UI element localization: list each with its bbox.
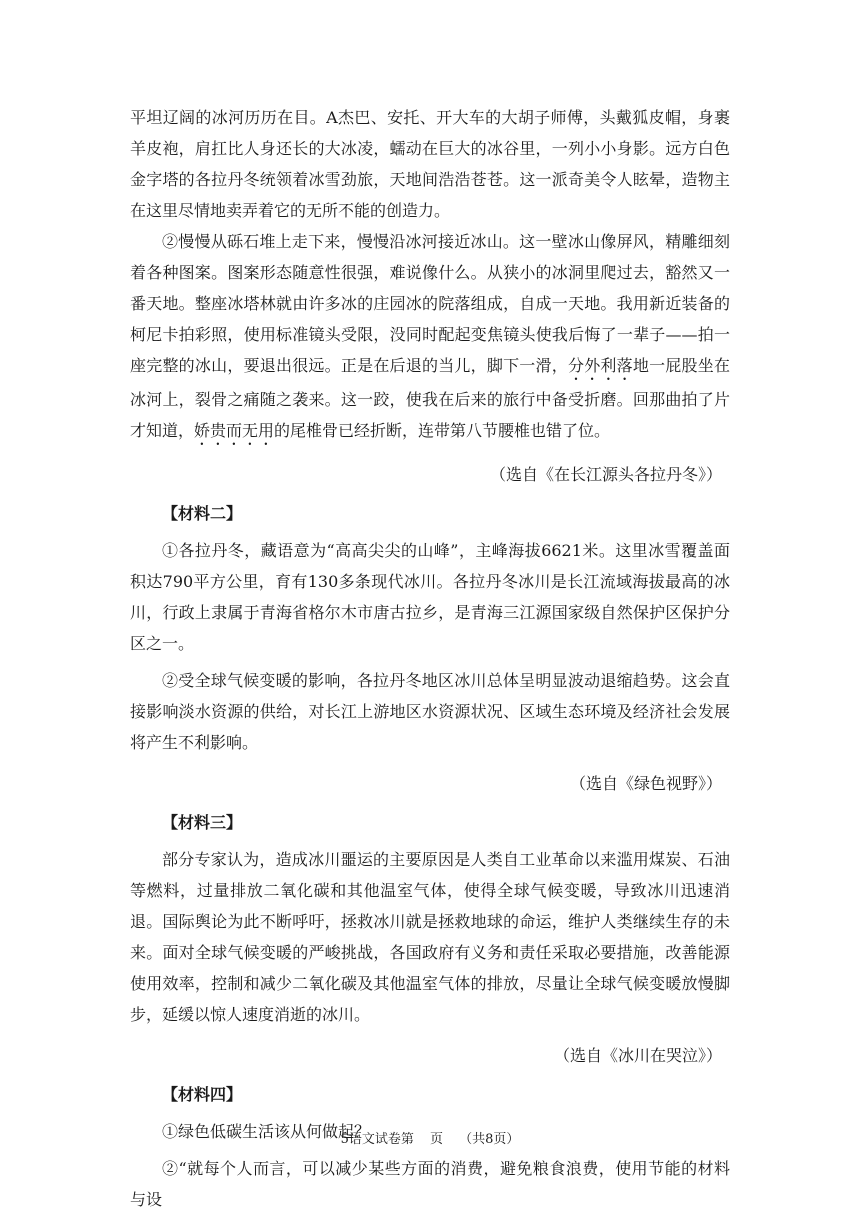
footer-page-label: 页 [429, 1132, 443, 1147]
source-citation: （选自《绿色视野》） [569, 774, 722, 793]
paragraph: ②“就每个人而言，可以减少某些方面的消费，避免粮食浪费，使用节能的材料与设 [130, 1159, 730, 1209]
passage-body [130, 102, 730, 1215]
paragraph-text: 的尾椎骨已经折断，连带第八节腰椎也错了位。 [274, 421, 611, 440]
source-citation: （选自《冰川在哭泣》） [553, 1046, 722, 1065]
page-footer [0, 1128, 860, 1147]
emphasis-text: 娇贵而无用 [194, 421, 275, 440]
paragraph [130, 226, 730, 449]
section-heading: 【材料四】 [162, 1085, 243, 1104]
section-heading: 【材料二】 [162, 504, 243, 523]
footer-total-pages: （共8页） [459, 1132, 520, 1147]
footer-exam-label: 5语文试卷第 [340, 1132, 414, 1147]
paragraph: ①各拉丹冬，藏语意为“高高尖尖的山峰”，主峰海拔6621米。这里冰雪覆盖面积达790平方公里，育有130多条现代冰川。各拉丹冬冰川是长江流域海拔最高的冰川，行政上隶属于青海省格尔木市唐古拉乡，是青海三江源国家级自然保护区保护分区之一。 [130, 541, 730, 653]
paragraph-text: 地一屁股坐在冰河上，裂骨之痛随之袭来。这一跤，使我在后来的旅行中备受折磨。回那曲拍了片才知道， [130, 356, 730, 440]
paragraph: ②受全球气候变暖的影响，各拉丹冬地区冰川总体呈明显波动退缩趋势。这会直接影响淡水资源的供给，对长江上游地区水资源状况、区域生态环境及经济社会发展将产生不利影响。 [130, 671, 730, 752]
section-heading: 【材料三】 [162, 813, 243, 832]
source-citation: （选自《在长江源头各拉丹冬》） [489, 465, 722, 484]
paragraph: ①绿色低碳生活该从何做起？ [162, 1122, 371, 1141]
paragraph: 部分专家认为，造成冰川噩运的主要原因是人类自工业革命以来滥用煤炭、石油等燃料，过量排放二氧化碳和其他温室气体，使得全球气候变暖，导致冰川迅速消退。国际舆论为此不断呼吁，拯救冰川就是拯救地球的命运，维护人类继续生存的未来。面对全球气候变暖的严峻挑战，各国政府有义务和责任采取必要措施，改善能源使用效率，控制和减少二氧化碳及其他温室气体的排放，尽量让全球气候变暖放慢脚步，延缓以惊人速度消逝的冰川。 [130, 850, 730, 1024]
paragraph: 平坦辽阔的冰河历历在目。A杰巴、安托、开大车的大胡子师傅，头戴狐皮帽，身裹羊皮袍，肩扛比人身还长的大冰凌，蠕动在巨大的冰谷里，一列小小身影。远方白色金字塔的各拉丹冬统领着冰雪劲旅，天地间浩浩苍苍。这一派奇美令人眩晕，造物主在这里尽情地卖弄着它的无所不能的创造力。 [130, 108, 730, 220]
emphasis-text: 分外利落 [567, 356, 633, 375]
paragraph-text: ②慢慢从砾石堆上走下来，慢慢沿冰河接近冰山。这一壁冰山像屏风，精雕细刻着各种图案。图案形态随意性很强，难说像什么。从狭小的冰洞里爬过去，豁然又一番天地。整座冰塔林就由许多冰的庄园冰的院落组成，自成一天地。我用新近装备的柯尼卡拍彩照，使用标准镜头受限，没同时配起变焦镜头使我后悔了一辈子——拍一座完整的冰山，要退出很远。正是在后退的当儿，脚下一滑， [130, 232, 730, 375]
